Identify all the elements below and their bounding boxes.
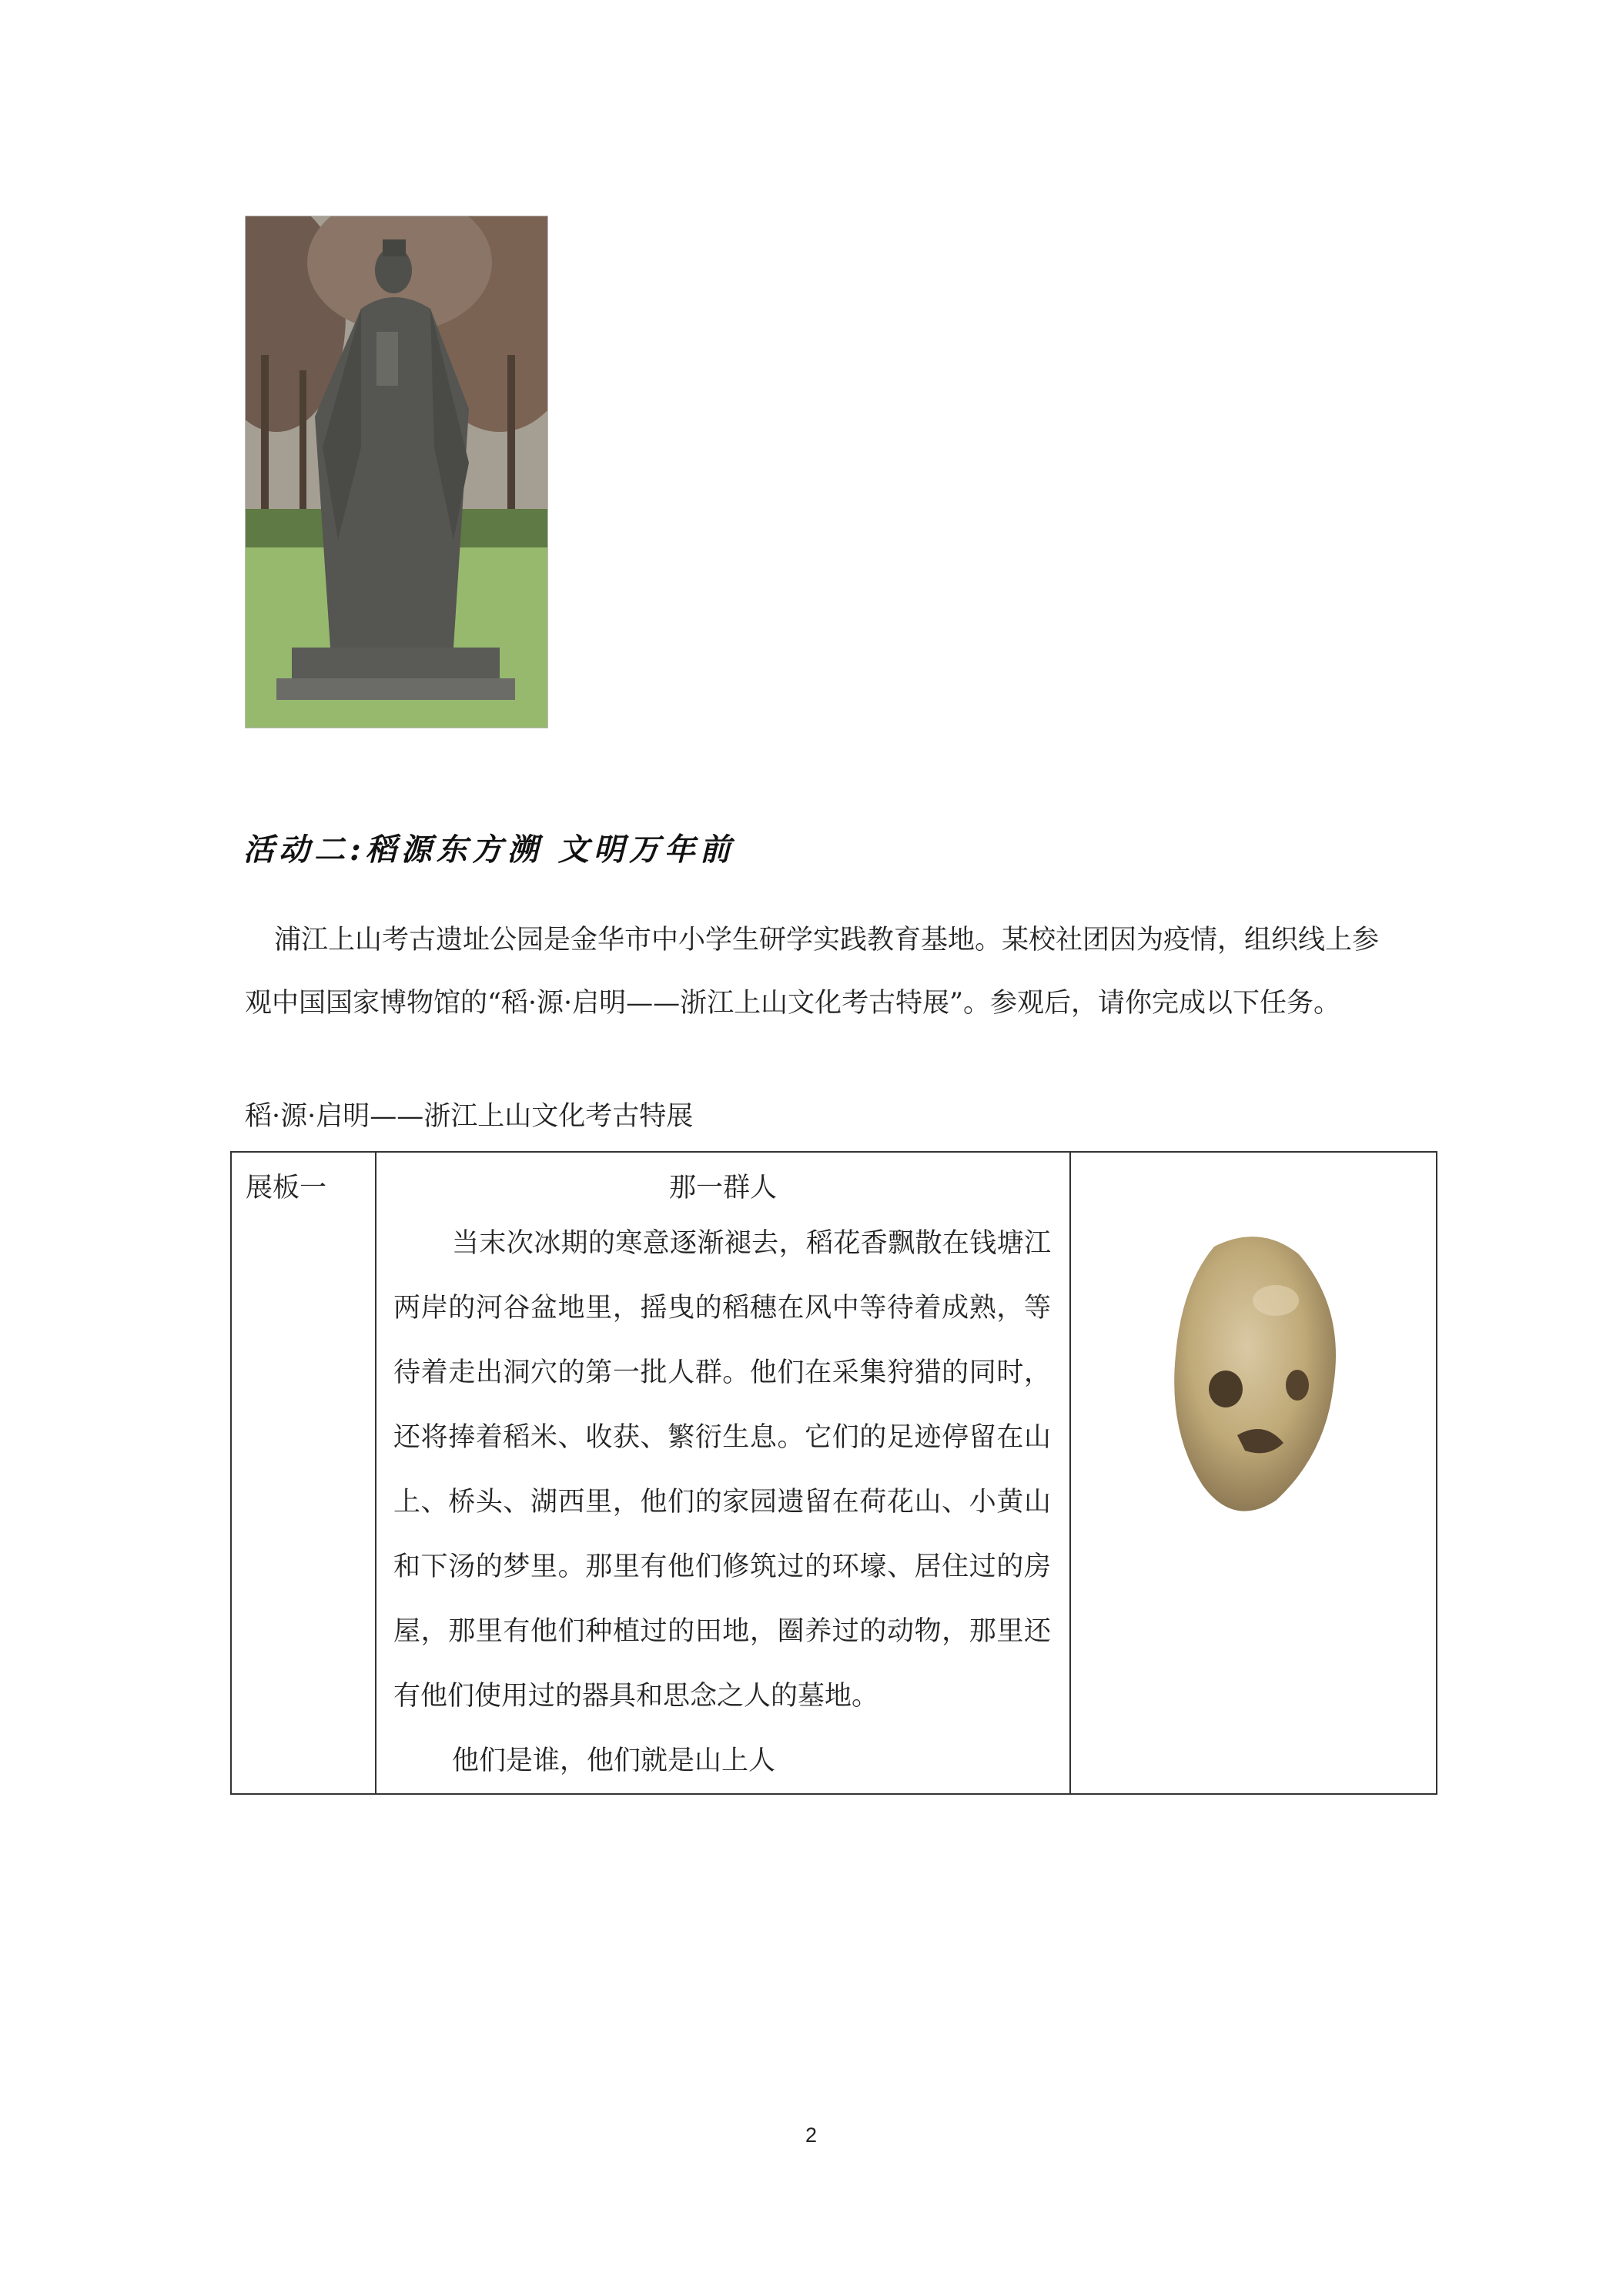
activity-heading: 活动二:稻源东方溯 文明万年前 — [243, 832, 735, 868]
table-row — [231, 1152, 1437, 1794]
board-label-cell — [231, 1152, 376, 1794]
exhibit-board-table — [230, 1151, 1437, 1795]
board-label: 展板一 — [246, 1173, 327, 1203]
board-title: 那一群人 — [668, 1173, 777, 1203]
board-image-cell — [1070, 1152, 1437, 1794]
statue-photo — [245, 216, 548, 728]
board-text: 当末次冰期的寒意逐渐褪去，稻花香飘散在钱塘江两岸的河谷盆地里，摇曳的稻穗在风中等待着成熟，等待着走出洞穴的第一批人群。他们在采集狩猎的同时，还将捧着稻米、收获、繁衍生息。它们的足迹停留在山上、桥头、湖西里，他们的家园遗留在荷花山、小黄山和下汤的梦里。那里有他们修筑过的环壕、居住过的房屋，那里有他们种植过的田地，圈养过的动物，那里还有他们使用过的器具和思念之人的墓地。 — [393, 1228, 1051, 1712]
page-number: 2 — [805, 2124, 818, 2147]
intro-paragraph — [245, 909, 1384, 1035]
board-final-line: 他们是谁，他们就是山上人 — [452, 1745, 776, 1776]
board-body — [376, 1211, 1069, 1729]
intro-text: 浦江上山考古遗址公园是金华市中小学生研学实践教育基地。某校社团因为疫情，组织线上参观中国国家博物馆的“稻·源·启明——浙江上山文化考古特展”。参观后，请你完成以下任务。 — [245, 925, 1380, 1019]
stone-face-artifact-image — [1160, 1223, 1353, 1524]
exhibit-caption: 稻·源·启明——浙江上山文化考古特展 — [245, 1101, 694, 1132]
board-content-cell — [376, 1152, 1070, 1794]
